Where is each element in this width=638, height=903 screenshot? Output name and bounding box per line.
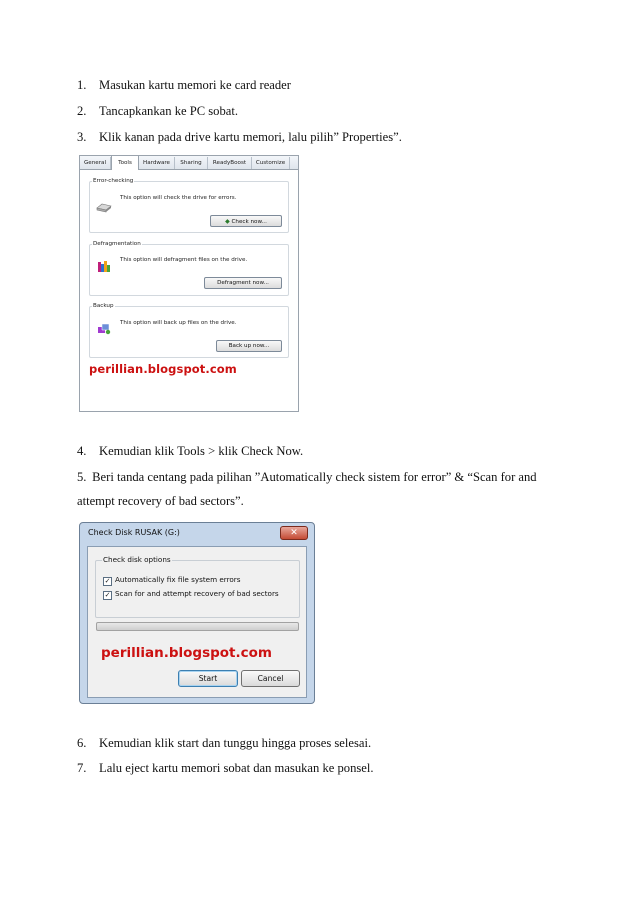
defragment-icon — [96, 259, 112, 273]
watermark: perillian.blogspot.com — [101, 645, 272, 661]
step-text: Klik kanan pada drive kartu memori, lalu pilih” Properties”. — [99, 130, 402, 144]
list-item-5 — [77, 465, 557, 513]
group-description: This option will defragment files on the drive. — [120, 257, 248, 263]
step-text: Beri tanda centang pada pilihan ”Automatically check sistem for error” & “Scan for and attempt recovery of bad sectors”. — [77, 470, 537, 508]
step-text: Lalu eject kartu memori sobat dan masukan ke ponsel. — [99, 761, 374, 775]
close-icon[interactable]: ✕ — [280, 526, 308, 540]
step-text: Tancapkankan ke PC sobat. — [99, 104, 239, 118]
step-number: 3. — [77, 130, 87, 144]
group-description: This option will check the drive for errors. — [120, 195, 237, 201]
group-description: This option will back up files on the drive. — [120, 320, 237, 326]
start-button[interactable]: Start — [178, 670, 238, 687]
drive-icon — [96, 200, 112, 214]
list-item-7 — [77, 760, 374, 776]
tab-general[interactable]: General — [80, 157, 111, 169]
tab-hardware[interactable]: Hardware — [139, 157, 175, 169]
defragment-now-button[interactable]: Defragment now... — [204, 277, 282, 289]
tab-tools[interactable]: Tools — [111, 155, 139, 170]
step-number: 5. — [77, 470, 87, 484]
step-number: 7. — [77, 761, 87, 775]
step-text: Masukan kartu memori ke card reader — [99, 78, 291, 92]
option-label: Automatically fix file system errors — [115, 575, 241, 584]
backup-icon — [96, 321, 112, 335]
step-number: 6. — [77, 736, 87, 750]
step-text: Kemudian klik start dan tunggu hingga proses selesai. — [99, 736, 372, 750]
title-bar[interactable] — [80, 523, 314, 545]
step-number: 2. — [77, 104, 87, 118]
option-scan-bad-sectors[interactable] — [103, 589, 279, 600]
step-number: 1. — [77, 78, 87, 92]
dialog-title: Check Disk RUSAK (G:) — [88, 528, 180, 537]
group-title: Defragmentation — [93, 241, 141, 247]
step-number: 4. — [77, 444, 87, 458]
watermark: perillian.blogspot.com — [89, 362, 237, 376]
properties-dialog-screenshot — [79, 155, 299, 412]
tab-customize[interactable]: Customize — [252, 157, 290, 169]
group-title: Error-checking — [93, 178, 134, 184]
check-now-button[interactable]: ◆ Check now... — [210, 215, 282, 227]
checkbox-checked-icon[interactable]: ✓ — [104, 577, 111, 585]
group-title: Backup — [93, 303, 114, 309]
check-disk-dialog-screenshot — [79, 522, 315, 704]
list-item-3 — [77, 129, 402, 145]
cancel-button[interactable]: Cancel — [241, 670, 300, 687]
list-item-2 — [77, 103, 238, 119]
tab-sharing[interactable]: Sharing — [175, 157, 208, 169]
checkbox-checked-icon[interactable]: ✓ — [104, 591, 111, 599]
list-item-1 — [77, 77, 291, 93]
list-item-4 — [77, 443, 303, 459]
list-item-6 — [77, 735, 371, 751]
option-auto-fix[interactable] — [103, 575, 241, 586]
tab-readyboost[interactable]: ReadyBoost — [208, 157, 252, 169]
tab-strip — [80, 156, 298, 170]
progress-bar — [96, 622, 299, 631]
step-text: Kemudian klik Tools > klik Check Now. — [99, 444, 304, 458]
option-label: Scan for and attempt recovery of bad sectors — [115, 589, 279, 598]
shield-icon: ◆ — [225, 218, 230, 225]
back-up-now-button[interactable]: Back up now... — [216, 340, 282, 352]
options-title: Check disk options — [103, 555, 171, 564]
